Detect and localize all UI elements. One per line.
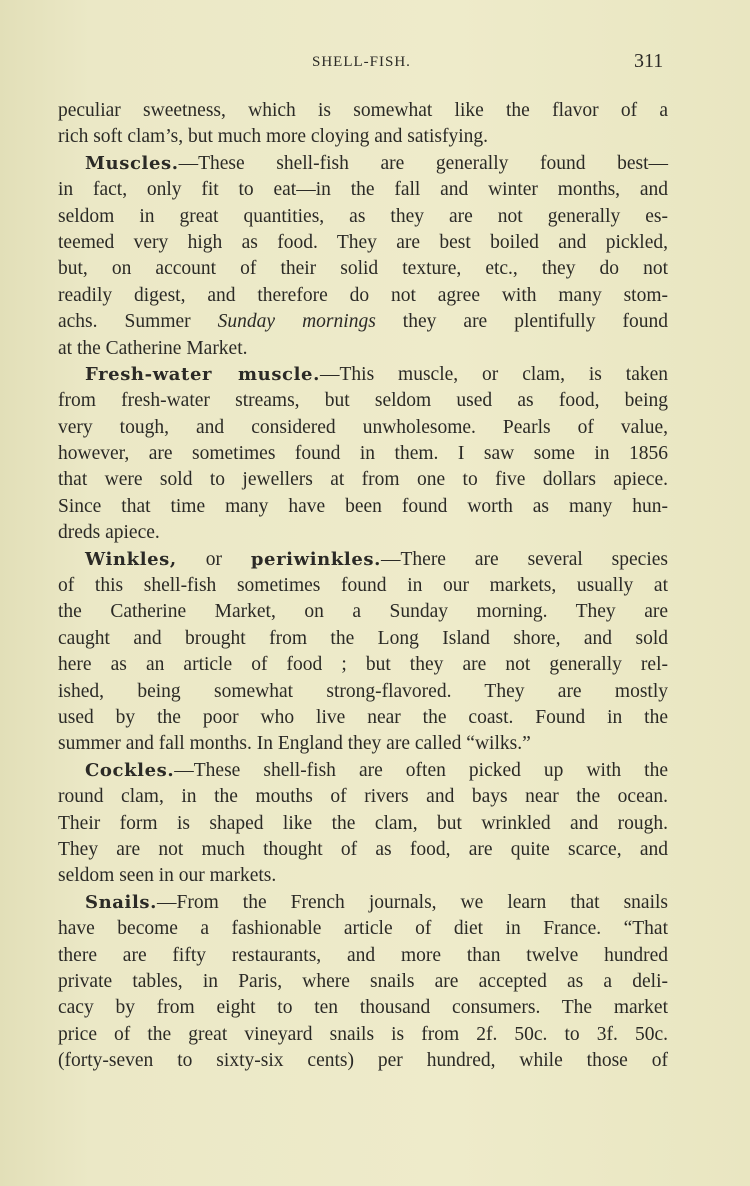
text-line [58, 626, 668, 652]
text-line [58, 784, 668, 810]
text-line [58, 652, 668, 678]
line-text: the Catherine Market, on a Sunday morning. They are [58, 601, 668, 623]
text-line [58, 969, 668, 995]
text-line [58, 309, 668, 335]
text-line [58, 256, 668, 282]
line-text: achs. Summer [58, 311, 218, 333]
line-text: here as an article of food ; but they are not generally rel- [58, 654, 668, 676]
line-text: however, are sometimes found in them. I saw some in 1856 [58, 443, 668, 465]
line-text: they are plentifully found [375, 311, 668, 333]
text-line [58, 731, 668, 757]
section-heading-line [58, 758, 668, 784]
section-heading-line [58, 890, 668, 916]
line-text: —This muscle, or clam, is taken [319, 363, 669, 385]
entry-heading: Cockles. [85, 759, 175, 781]
text-line [58, 811, 668, 837]
text-line [58, 916, 668, 942]
line-text: rich soft clam’s, but much more cloying and satisfying. [58, 126, 488, 148]
section-heading-line [58, 547, 668, 573]
entry-heading: Fresh-water muscle. [85, 363, 320, 385]
line-text: peculiar sweetness, which is somewhat like the flavor of a [58, 100, 668, 121]
line-text: used by the poor who live near the coast. Found in the [58, 706, 668, 728]
line-text: seldom in great quantities, as they are not generally es- [58, 205, 668, 227]
line-text: of this shell-fish sometimes found in our markets, usually at [58, 575, 668, 597]
text-line [58, 124, 668, 150]
section-heading-line [58, 151, 668, 177]
line-text: —There are several species [381, 548, 668, 570]
page-number: 311 [634, 50, 664, 72]
line-text: They are not much thought of as food, are quite scarce, and [58, 838, 668, 860]
line-text: from fresh-water streams, but seldom used as food, being [58, 390, 668, 412]
text-line [58, 415, 668, 441]
line-text: ished, being somewhat strong-flavored. They are mostly [58, 680, 668, 702]
text-line [58, 494, 668, 520]
body-text [58, 98, 668, 1074]
line-text: seldom seen in our markets. [58, 865, 277, 887]
line-text: very tough, and considered unwholesome. Pearls of value, [58, 416, 668, 438]
entry-heading: Snails. [85, 891, 158, 913]
text-line [58, 1048, 668, 1074]
text-line [58, 98, 668, 124]
text-line [58, 283, 668, 309]
text-line [58, 177, 668, 203]
text-line [58, 204, 668, 230]
line-text: but, on account of their solid texture, etc., they do not [58, 258, 668, 280]
line-text: (forty-seven to sixty-six cents) per hundred, while those of [58, 1050, 668, 1072]
entry-heading: periwinkles. [250, 548, 381, 570]
text-line [58, 336, 668, 362]
text-line [58, 679, 668, 705]
text-line [58, 599, 668, 625]
line-text: Since that time many have been found worth as many hun- [58, 495, 668, 517]
running-title: SHELL-FISH. [312, 54, 411, 70]
line-text: at the Catherine Market. [58, 337, 248, 359]
line-text: summer and fall months. In England they are called “wilks.” [58, 733, 531, 755]
line-text: in fact, only fit to eat—in the fall and winter months, and [58, 179, 668, 201]
text-line [58, 230, 668, 256]
line-text: price of the great vineyard snails is from 2f. 50c. to 3f. 50c. [58, 1023, 668, 1045]
line-text: teemed very high as food. They are best boiled and pickled, [58, 231, 668, 253]
text-line [58, 573, 668, 599]
line-text: —From the French journals, we learn that snails [157, 891, 668, 913]
text-line [58, 520, 668, 546]
section-heading-line [58, 362, 668, 388]
text-line [58, 995, 668, 1021]
entry-heading: Muscles. [85, 152, 179, 174]
text-line [58, 705, 668, 731]
text-line [58, 441, 668, 467]
text-line [58, 837, 668, 863]
line-text: private tables, in Paris, where snails are accepted as a deli- [58, 970, 668, 992]
text-line [58, 943, 668, 969]
text-line [58, 467, 668, 493]
text-line [58, 1022, 668, 1048]
italic-text: Sunday mornings [217, 311, 376, 333]
running-head [0, 50, 750, 74]
line-text: have become a fashionable article of diet in France. “That [58, 918, 668, 940]
line-text: readily digest, and therefore do not agree with many stom- [58, 284, 668, 306]
line-text: —These shell-fish are often picked up with the [174, 759, 668, 781]
line-text: round clam, in the mouths of rivers and bays near the ocean. [58, 786, 668, 808]
line-text: dreds apiece. [58, 522, 160, 544]
line-text: Their form is shaped like the clam, but wrinkled and rough. [58, 812, 668, 834]
line-text: there are fifty restaurants, and more than twelve hundred [58, 944, 668, 966]
line-text: caught and brought from the Long Island shore, and sold [58, 627, 668, 649]
line-text: that were sold to jewellers at from one to five dollars apiece. [58, 469, 668, 491]
text-line [58, 388, 668, 414]
line-text: cacy by from eight to ten thousand consumers. The market [58, 997, 668, 1019]
line-text: —These shell-fish are generally found best— [178, 152, 668, 174]
entry-heading: Winkles, [85, 548, 177, 570]
text-line [58, 863, 668, 889]
line-text: or [176, 548, 251, 570]
